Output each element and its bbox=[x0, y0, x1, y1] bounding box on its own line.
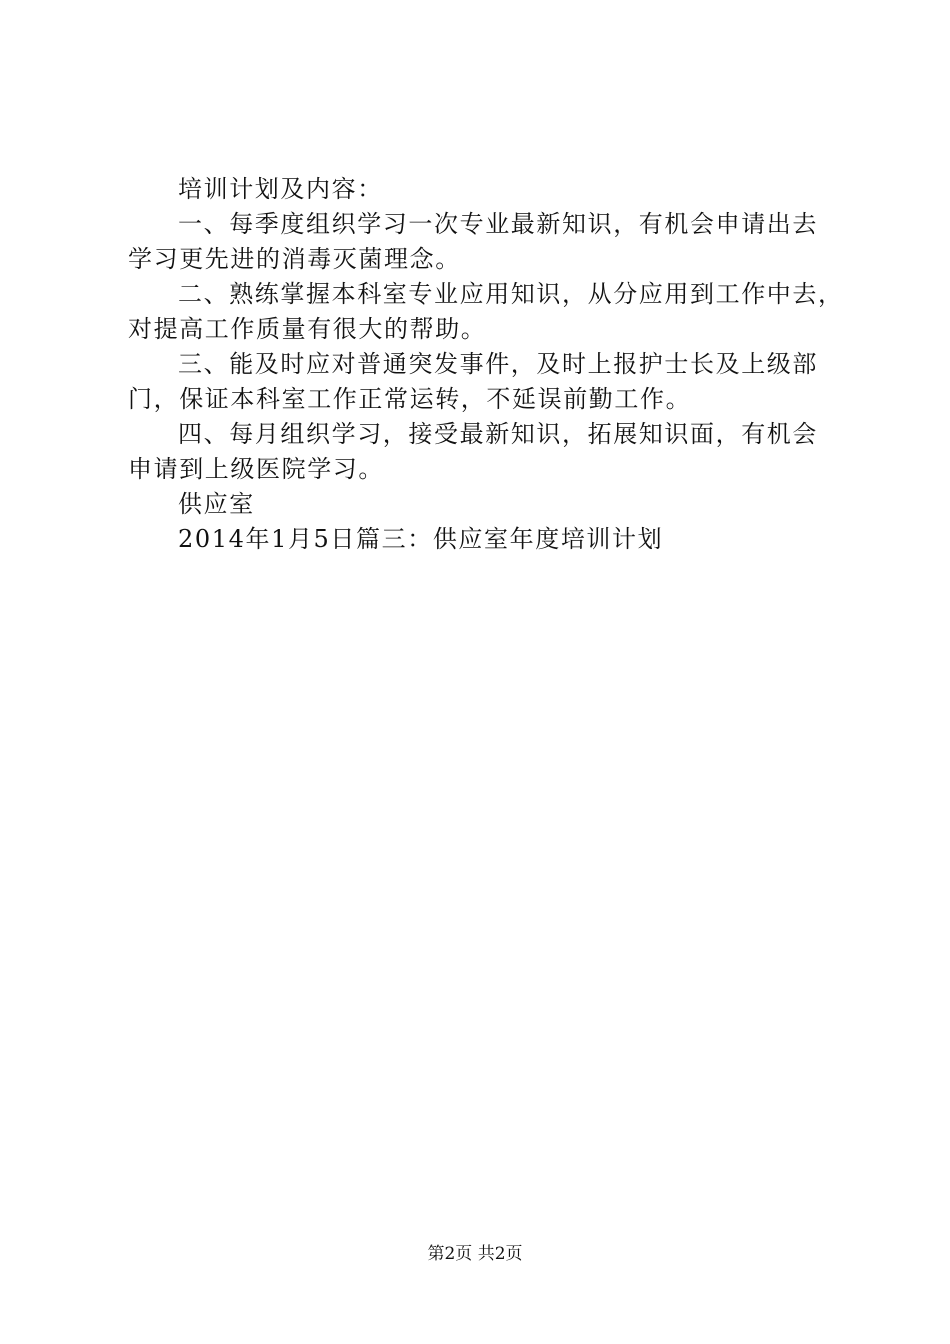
paragraph-line: 申请到上级医院学习。 bbox=[128, 455, 384, 483]
paragraph-line: 门，保证本科室工作正常运转，不延误前勤工作。 bbox=[128, 385, 692, 413]
paragraph-line: 对提高工作质量有很大的帮助。 bbox=[128, 315, 487, 343]
paragraph-line: 二、熟练掌握本科室专业应用知识，从分应用到工作中去， bbox=[178, 280, 844, 308]
page-footer: 第2页 共2页 bbox=[427, 1244, 523, 1264]
signature-department: 供应室 bbox=[178, 490, 255, 518]
date-and-next-title: 2014年1月5日篇三：供应室年度培训计划 bbox=[178, 525, 664, 553]
section-heading: 培训计划及内容： bbox=[178, 175, 383, 203]
paragraph-line: 学习更先进的消毒灭菌理念。 bbox=[128, 245, 461, 273]
paragraph-line: 三、能及时应对普通突发事件，及时上报护士长及上级部 bbox=[178, 350, 818, 378]
document-body bbox=[128, 172, 844, 557]
paragraph-line: 四、每月组织学习，接受最新知识，拓展知识面，有机会 bbox=[178, 420, 818, 448]
paragraph-line: 一、每季度组织学习一次专业最新知识，有机会申请出去 bbox=[178, 210, 818, 238]
